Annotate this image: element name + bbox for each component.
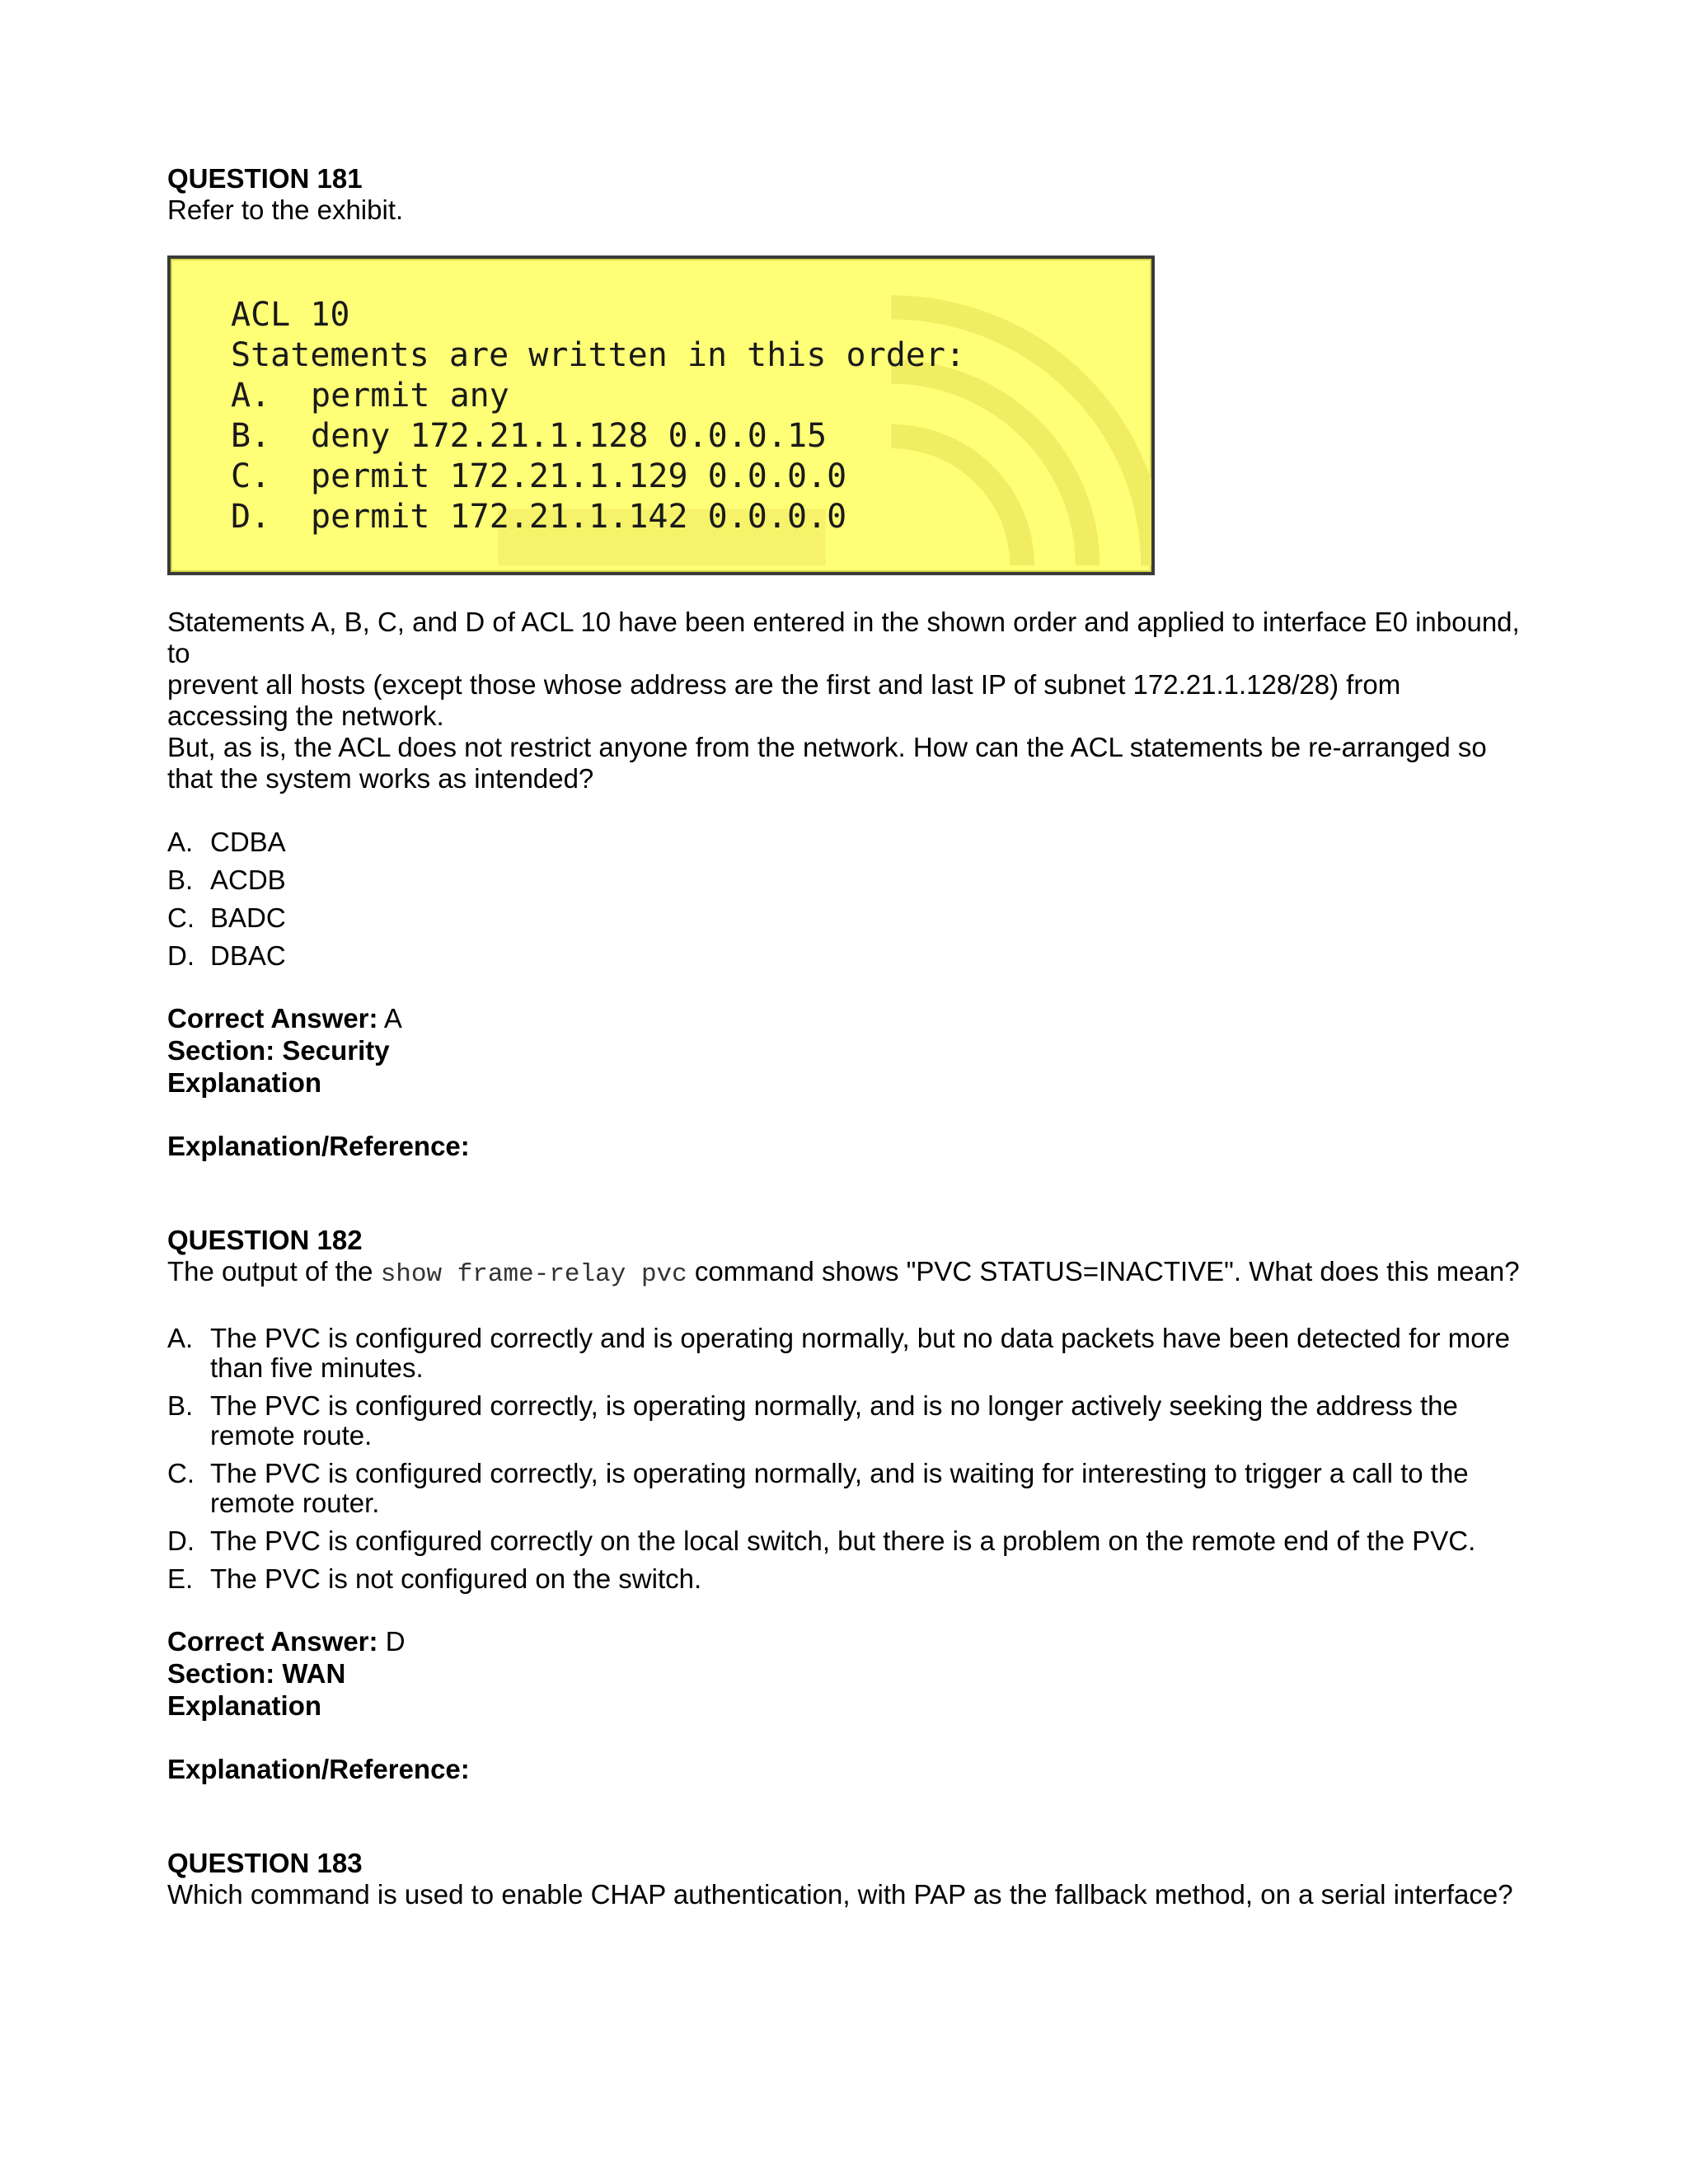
- option-text: CDBA: [210, 827, 286, 857]
- option-a: [167, 827, 1527, 857]
- question-title: QUESTION 182: [167, 1225, 363, 1255]
- exhibit-line-order: Statements are written in this order:: [231, 336, 966, 374]
- option-text: The PVC is configured correctly and is operating normally, but no data packets have been detected for more than five minutes.: [210, 1323, 1510, 1383]
- statement-text: permit 172.21.1.129 0.0.0.0: [311, 457, 847, 495]
- exhibit-line-acl: ACL 10: [231, 296, 350, 334]
- correct-answer-label: Correct Answer:: [167, 1003, 378, 1033]
- answer-options: [167, 827, 1527, 971]
- option-text: BADC: [210, 902, 286, 933]
- option-b: [167, 1391, 1527, 1451]
- question-181: [167, 163, 1527, 1162]
- section-label: Section: Security: [167, 1035, 390, 1066]
- option-c: [167, 1459, 1527, 1518]
- question-stem: [167, 1256, 1527, 1291]
- explanation-heading: Explanation: [167, 1690, 322, 1721]
- explanation-heading: Explanation: [167, 1067, 322, 1098]
- option-text: The PVC is configured correctly, is operating normally, and is no longer actively seeking the address the remote route.: [210, 1390, 1458, 1451]
- option-letter: D.: [167, 940, 195, 971]
- option-b: [167, 865, 1527, 895]
- option-letter: A.: [167, 827, 194, 857]
- option-e: [167, 1564, 1527, 1594]
- explanation-reference: Explanation/Reference:: [167, 1754, 470, 1784]
- question-title: QUESTION 183: [167, 1848, 363, 1878]
- statement-letter: A.: [231, 377, 271, 415]
- option-letter: A.: [167, 1323, 194, 1353]
- option-letter: D.: [167, 1526, 195, 1556]
- correct-answer-value: A: [383, 1003, 402, 1033]
- question-body: [167, 607, 1527, 794]
- question-183: [167, 1848, 1527, 1910]
- exhibit-text: [231, 295, 965, 537]
- answer-meta: [167, 1002, 1527, 1162]
- answer-meta: [167, 1625, 1527, 1785]
- option-letter: B.: [167, 1390, 194, 1421]
- exhibit-statement: [231, 457, 965, 497]
- option-letter: E.: [167, 1563, 194, 1594]
- body-line: prevent all hosts (except those whose address are the first and last IP of subnet 172.21.1.128/28) from accessing the network.: [167, 669, 1401, 731]
- option-text: The PVC is not configured on the switch.: [210, 1563, 702, 1594]
- option-letter: C.: [167, 902, 195, 933]
- statement-text: deny 172.21.1.128 0.0.0.15: [311, 417, 828, 455]
- body-line: But, as is, the ACL does not restrict anyone from the network. How can the ACL statements be re-arranged so that the system works as intended?: [167, 732, 1487, 794]
- exhibit-statement: [231, 416, 965, 457]
- statement-letter: C.: [231, 457, 271, 495]
- option-letter: B.: [167, 865, 194, 895]
- option-a: [167, 1324, 1527, 1383]
- question-stem: Which command is used to enable CHAP authentication, with PAP as the fallback method, on a serial interface?: [167, 1879, 1513, 1910]
- page-content: [167, 163, 1527, 1910]
- body-line: Statements A, B, C, and D of ACL 10 have been entered in the shown order and applied to interface E0 inbound, to: [167, 607, 1520, 668]
- option-d: [167, 1526, 1527, 1556]
- question-182: [167, 1225, 1527, 1785]
- stem-text: The output of the: [167, 1256, 381, 1286]
- stem-command: show frame-relay pvc: [380, 1260, 687, 1289]
- option-text: ACDB: [210, 865, 286, 895]
- option-c: [167, 903, 1527, 933]
- question-title: QUESTION 181: [167, 163, 363, 194]
- option-text: DBAC: [210, 940, 286, 971]
- stem-text: command shows "PVC STATUS=INACTIVE". What does this mean?: [687, 1256, 1520, 1286]
- statement-text: permit 172.21.1.142 0.0.0.0: [311, 498, 847, 536]
- correct-answer: [167, 1625, 1527, 1657]
- correct-answer-label: Correct Answer:: [167, 1626, 378, 1657]
- question-intro: Refer to the exhibit.: [167, 194, 404, 225]
- exhibit-statement: [231, 376, 965, 416]
- section-label: Section: WAN: [167, 1658, 346, 1689]
- option-letter: C.: [167, 1458, 195, 1488]
- statement-letter: D.: [231, 498, 271, 536]
- statement-text: permit any: [311, 377, 509, 415]
- acl-exhibit: [167, 255, 1155, 575]
- option-text: The PVC is configured correctly, is operating normally, and is waiting for interesting to trigger a call to the remote router.: [210, 1458, 1469, 1518]
- explanation-reference: Explanation/Reference:: [167, 1131, 470, 1161]
- exhibit-statement: [231, 497, 965, 537]
- statement-letter: B.: [231, 417, 271, 455]
- option-d: [167, 941, 1527, 971]
- option-text: The PVC is configured correctly on the local switch, but there is a problem on the remote end of the PVC.: [210, 1526, 1476, 1556]
- answer-options: [167, 1324, 1527, 1594]
- correct-answer: [167, 1002, 1527, 1034]
- correct-answer-value: D: [385, 1626, 406, 1657]
